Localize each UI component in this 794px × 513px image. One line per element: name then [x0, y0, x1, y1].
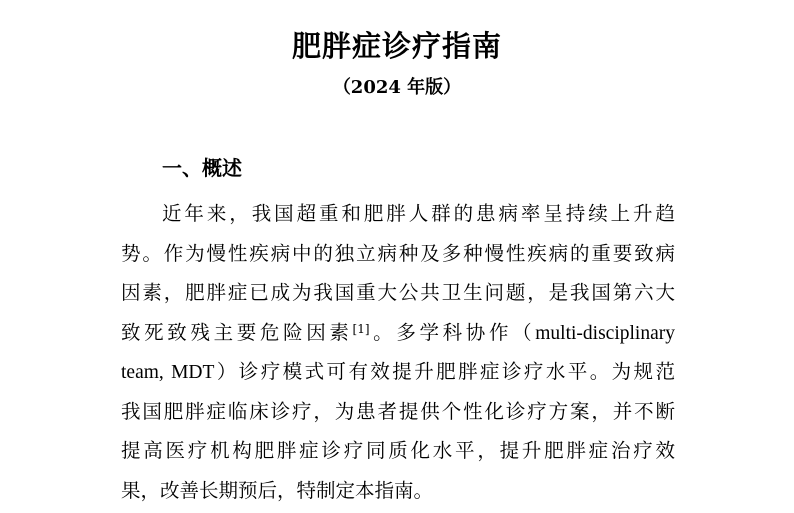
- paragraph-line: [121, 352, 675, 392]
- paragraph-line: 我国肥胖症临床诊疗，为患者提供个性化诊疗方案，并不断: [121, 399, 675, 423]
- citation-reference: [1]: [352, 321, 370, 336]
- paragraph-line: 提高医疗机构肥胖症诊疗同质化水平，提升肥胖症治疗效: [121, 439, 675, 462]
- english-term: multi-disciplinary: [535, 322, 675, 344]
- paragraph-line: [121, 313, 675, 353]
- document-title: 肥胖症诊疗指南: [291, 29, 502, 63]
- paragraph-line: 近年来，我国超重和肥胖人群的患病率呈持续上升趋: [162, 202, 675, 225]
- section-body: [121, 194, 675, 510]
- paragraph-text: ）诊疗模式可有效提升肥胖症诊疗水平。为规范: [214, 360, 675, 383]
- paragraph-text: 致死致残主要危险因素: [121, 320, 353, 344]
- english-term: team, MDT: [121, 362, 215, 383]
- paragraph-text: 。多学科协作（: [369, 320, 536, 344]
- section-heading: 一、概述: [162, 156, 242, 180]
- document-edition: （2024 年版）: [332, 77, 462, 98]
- paragraph-line: 势。作为慢性疾病中的独立病种及多种慢性疾病的重要致病: [121, 241, 675, 265]
- paragraph-line: 果，改善长期预后，特制定本指南。: [121, 478, 434, 502]
- paragraph-line: 因素，肥胖症已成为我国重大公共卫生问题，是我国第六大: [121, 281, 675, 304]
